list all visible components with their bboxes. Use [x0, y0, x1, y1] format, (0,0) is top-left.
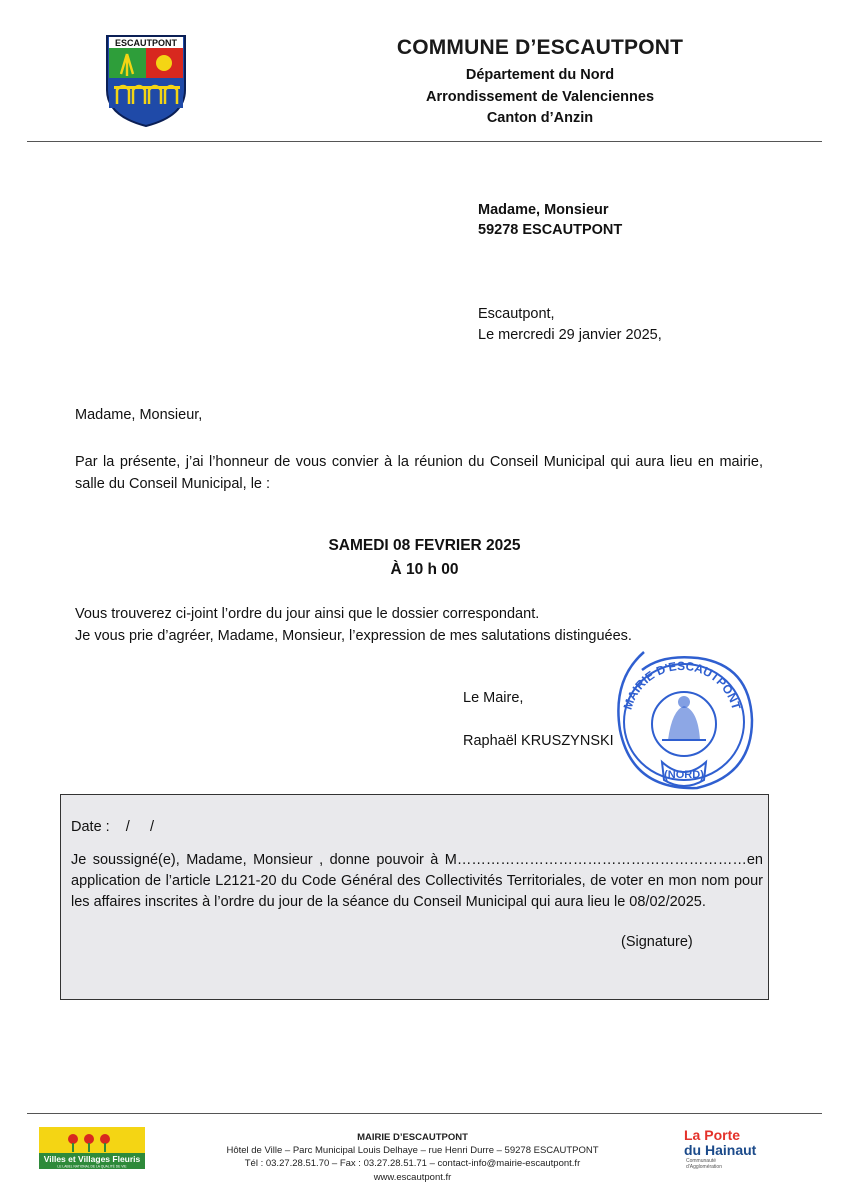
villes-villages-fleuris-logo [39, 1127, 145, 1169]
porte-sub2: d'Agglomération [686, 1164, 722, 1170]
la-porte-du-hainaut-logo [684, 1128, 784, 1170]
official-stamp-icon [602, 640, 762, 800]
proxy-signature-label: (Signature) [621, 934, 693, 950]
enclosure-sentence: Vous trouverez ci-joint l’ordre du jour ainsi que le dossier correspondant. [75, 606, 540, 622]
crest-label: ESCAUTPONT [114, 38, 178, 48]
vvf-label: Villes et Villages Fleuris [43, 1154, 141, 1164]
closing-sentence: Je vous prie d’agréer, Madame, Monsieur, l’expression de mes salutations distinguées. [75, 628, 632, 644]
meeting-time: À 10 h 00 [390, 561, 459, 578]
recipient-city: 59278 ESCAUTPONT [478, 222, 623, 238]
header-divider [27, 141, 822, 142]
dateline-date: Le mercredi 29 janvier 2025, [478, 327, 662, 343]
footer-contact: Tél : 03.27.28.51.70 – Fax : 03.27.28.51.71 – contact-info@mairie-escautpont.fr [244, 1158, 581, 1169]
porte-line1: La Porte [684, 1127, 741, 1143]
recipient-name: Madame, Monsieur [478, 202, 609, 218]
commune-crest-logo [105, 32, 187, 128]
page-title: COMMUNE D’ESCAUTPONT [396, 36, 684, 59]
footer-org: MAIRIE D’ESCAUTPONT [357, 1132, 468, 1143]
porte-sub1: Communauté [686, 1158, 717, 1164]
header-arrondissement: Arrondissement de Valenciennes [425, 89, 655, 105]
vvf-subtitle: LE LABEL NATIONAL DE LA QUALITÉ DE VIE [57, 1164, 127, 1169]
meeting-date: SAMEDI 08 FEVRIER 2025 [328, 537, 521, 554]
stamp-bottom-text: (NORD) [664, 769, 704, 781]
footer-website[interactable]: www.escautpont.fr [373, 1172, 452, 1183]
proxy-declaration: Je soussigné(e), Madame, Monsieur , donne pouvoir à M……………………………………………………en application de l’article L2121-20 du Code Général des Collectivités Territoriales, de voter en mon nom pour les affaires inscrites à l’ordre du jour de la séance du Conseil Municipal qui aura lieu le 08/02/2025. [71, 852, 763, 910]
header-department: Département du Nord [465, 67, 615, 83]
header-canton: Canton d’Anzin [486, 110, 594, 126]
proxy-date-field[interactable]: Date : / / [71, 819, 154, 835]
footer-divider [27, 1113, 822, 1114]
footer-address: Hôtel de Ville – Parc Municipal Louis Delhaye – rue Henri Durre – 59278 ESCAUTPONT [226, 1145, 599, 1156]
invitation-paragraph: Par la présente, j’ai l’honneur de vous convier à la réunion du Conseil Municipal qui aura lieu en mairie, salle du Conseil Municipal, le : [75, 454, 763, 492]
salutation: Madame, Monsieur, [75, 407, 203, 423]
dateline-place: Escautpont, [478, 306, 555, 322]
signatory-role: Le Maire, [463, 690, 524, 706]
porte-line2: du Hainaut [684, 1142, 757, 1158]
stamp-top-text: MAIRIE D'ESCAUTPONT [620, 658, 744, 712]
signatory-name: Raphaël KRUSZYNSKI [463, 733, 614, 749]
